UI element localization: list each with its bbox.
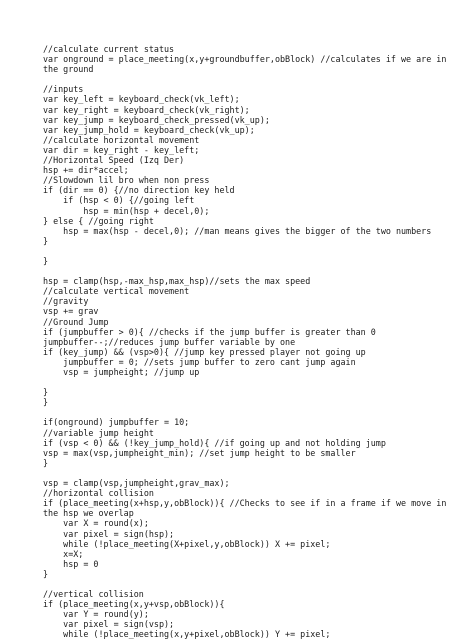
code-line: var X = round(x); [43, 518, 149, 529]
code-line: jumpbuffer--;//reduces jump buffer variable by one [43, 336, 296, 347]
code-line: //Ground Jump [43, 316, 109, 327]
code-line: the ground [43, 64, 94, 75]
code-line: //inputs [43, 84, 84, 95]
code-line: //horizontal collision [43, 488, 154, 499]
code-line: hsp = min(hsp + decel,0); [43, 205, 210, 216]
code-line [43, 246, 433, 256]
code-line: var dir = key_right - key_left; [43, 144, 200, 155]
code-line: } [43, 255, 49, 266]
code-line: x=X; [43, 548, 84, 559]
code-line: vsp += grav [43, 306, 99, 317]
code-line: } [43, 457, 49, 468]
code-line: if(onground) jumpbuffer = 10; [43, 417, 190, 428]
code-line: //Slowdown lil bro when non press [43, 175, 210, 186]
code-line: var pixel = sign(hsp); [43, 528, 175, 539]
code-line: var key_right = keyboard_check(vk_right); [43, 104, 250, 115]
code-line: } [43, 235, 49, 246]
code-line [43, 266, 433, 276]
code-line: if (jumpbuffer > 0){ //checks if the jump buffer is greater than 0 [43, 326, 376, 337]
code-line [43, 407, 433, 417]
code-line: var key_jump = keyboard_check_pressed(vk_up); [43, 114, 270, 125]
code-line: } [43, 568, 49, 579]
code-line: vsp = clamp(vsp,jumpheight,grav_max); [43, 478, 230, 489]
code-line: if (place_meeting(x,y+vsp,obBlock)){ [43, 599, 225, 610]
code-line: while (!place_meeting(x,y+pixel,obBlock)) Y += pixel; [43, 629, 331, 640]
code-line: vsp = jumpheight; //jump up [43, 367, 200, 377]
code-line: var Y = round(y); [43, 609, 149, 620]
code-line: //vertical collision [43, 589, 144, 600]
code-line: hsp += dir*accel; [43, 165, 129, 176]
code-line: if (place_meeting(x+hsp,y,obBlock)){ //Checks to see if in a frame if we move in [43, 498, 447, 509]
code-line: //Horizontal Speed (Izq Der) [43, 155, 185, 166]
code-line: } [43, 387, 49, 398]
code-line: //variable jump height [43, 427, 154, 438]
code-line [43, 377, 433, 387]
code-line: if (key_jump) && (vsp>0){ //jump key pressed player not going up [43, 346, 366, 357]
code-line: hsp = 0 [43, 558, 99, 569]
code-line: } [43, 397, 49, 408]
code-line: var key_jump_hold = keyboard_check(vk_up); [43, 124, 255, 135]
code-line: vsp = max(vsp,jumpheight_min); //set jump height to be smaller [43, 447, 356, 458]
code-line: //gravity [43, 296, 89, 307]
code-line: //calculate current status [43, 44, 175, 54]
code-line [43, 468, 433, 478]
code-line: hsp = max(hsp - decel,0); //man means gives the bigger of the two numbers [43, 225, 432, 236]
code-line: hsp = clamp(hsp,-max_hsp,max_hsp)//sets the max speed [43, 276, 311, 287]
code-line: var key_left = keyboard_check(vk_left); [43, 94, 240, 105]
code-line [43, 579, 433, 589]
code-line: var onground = place_meeting(x,y+groundbuffer,obBlock) //calculates if we are in [43, 54, 447, 65]
code-line: //calculate horizontal movement [43, 134, 200, 145]
code-line: if (hsp < 0) {//going left [43, 195, 195, 206]
code-line: var pixel = sign(vsp); [43, 619, 175, 630]
code-line: if (dir == 0) {//no direction key held [43, 185, 235, 196]
code-document [43, 44, 447, 640]
code-line: while (!place_meeting(X+pixel,y,obBlock)) X += pixel; [43, 538, 331, 549]
code-line [43, 74, 433, 84]
code-line: jumpbuffer = 0; //sets jump buffer to zero cant jump again [43, 356, 356, 367]
code-line: //calculate vertical movement [43, 286, 190, 297]
code-line: if (vsp < 0) && (!key_jump_hold){ //if going up and not holding jump [43, 437, 386, 448]
code-line: } else { //going right [43, 215, 154, 226]
code-line: the hsp we overlap [43, 508, 134, 519]
